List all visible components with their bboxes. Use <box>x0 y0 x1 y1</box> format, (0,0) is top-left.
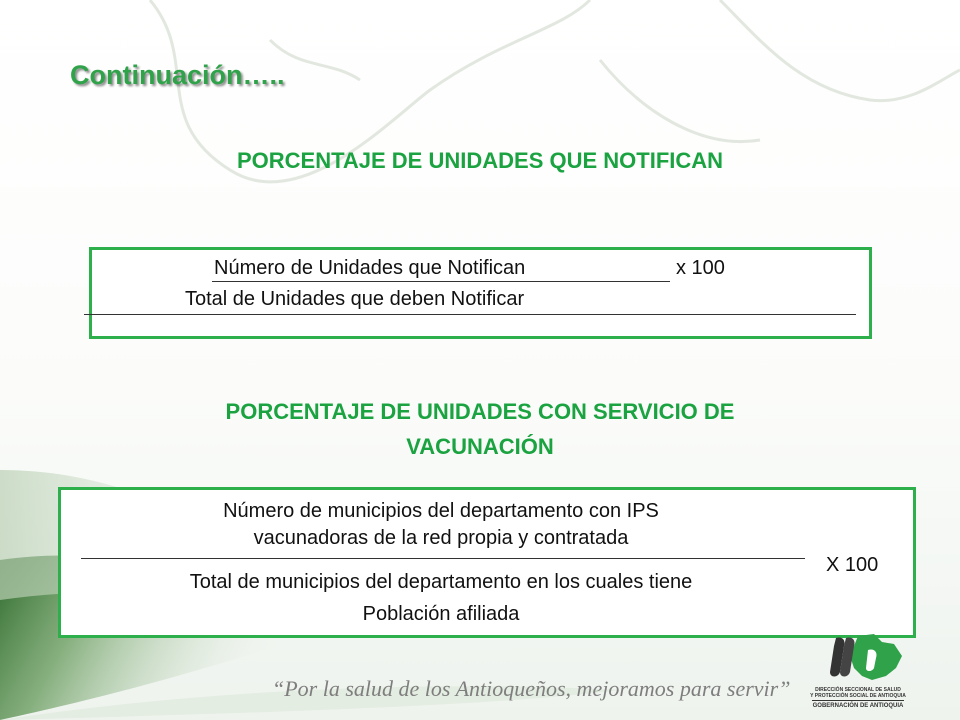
logo-text-line-3: GOBERNACIÓN DE ANTIOQUIA <box>812 703 904 709</box>
heading-line-2: VACUNACIÓN <box>406 434 554 460</box>
formula-box-notifican <box>89 247 872 339</box>
denominator-line-1: Total de municipios del departamento en los cuales tiene <box>189 571 693 593</box>
numerator-text: Número de Unidades que Notifican <box>214 257 526 279</box>
denominator-block <box>81 566 801 630</box>
section-heading-vacunacion <box>80 394 880 464</box>
antioquia-map-logo-icon <box>816 632 906 682</box>
section-heading-notifican: PORCENTAJE DE UNIDADES QUE NOTIFICAN <box>236 148 724 173</box>
heading-line-1: PORCENTAJE DE UNIDADES CON SERVICIO DE <box>225 399 735 424</box>
formula-box-vacunacion <box>58 487 916 638</box>
denominator-line-2: Población afiliada <box>362 603 520 625</box>
denominator-text: Total de Unidades que deben Notificar <box>185 288 525 310</box>
slide-title: Continuación….. <box>70 60 285 90</box>
multiplier-text: X 100 <box>826 554 879 576</box>
numerator-underline <box>212 281 670 282</box>
logo-divider <box>812 700 904 701</box>
fraction-line <box>81 558 805 559</box>
fraction-line <box>84 314 856 315</box>
numerator-line-1: Número de municipios del departamento con IPS <box>223 500 659 522</box>
gobernacion-logo <box>808 632 918 714</box>
multiplier-text: x 100 <box>676 257 725 279</box>
logo-text-line-1: DIRECCIÓN SECCIONAL DE SALUD <box>815 687 901 693</box>
numerator-line-2: vacunadoras de la red propia y contratada <box>253 527 629 549</box>
logo-text-line-2: Y PROTECCIÓN SOCIAL DE ANTIOQUIA <box>810 693 906 699</box>
numerator-block <box>81 498 801 552</box>
footer-slogan: “Por la salud de los Antioqueños, mejoramos para servir” <box>272 676 791 701</box>
